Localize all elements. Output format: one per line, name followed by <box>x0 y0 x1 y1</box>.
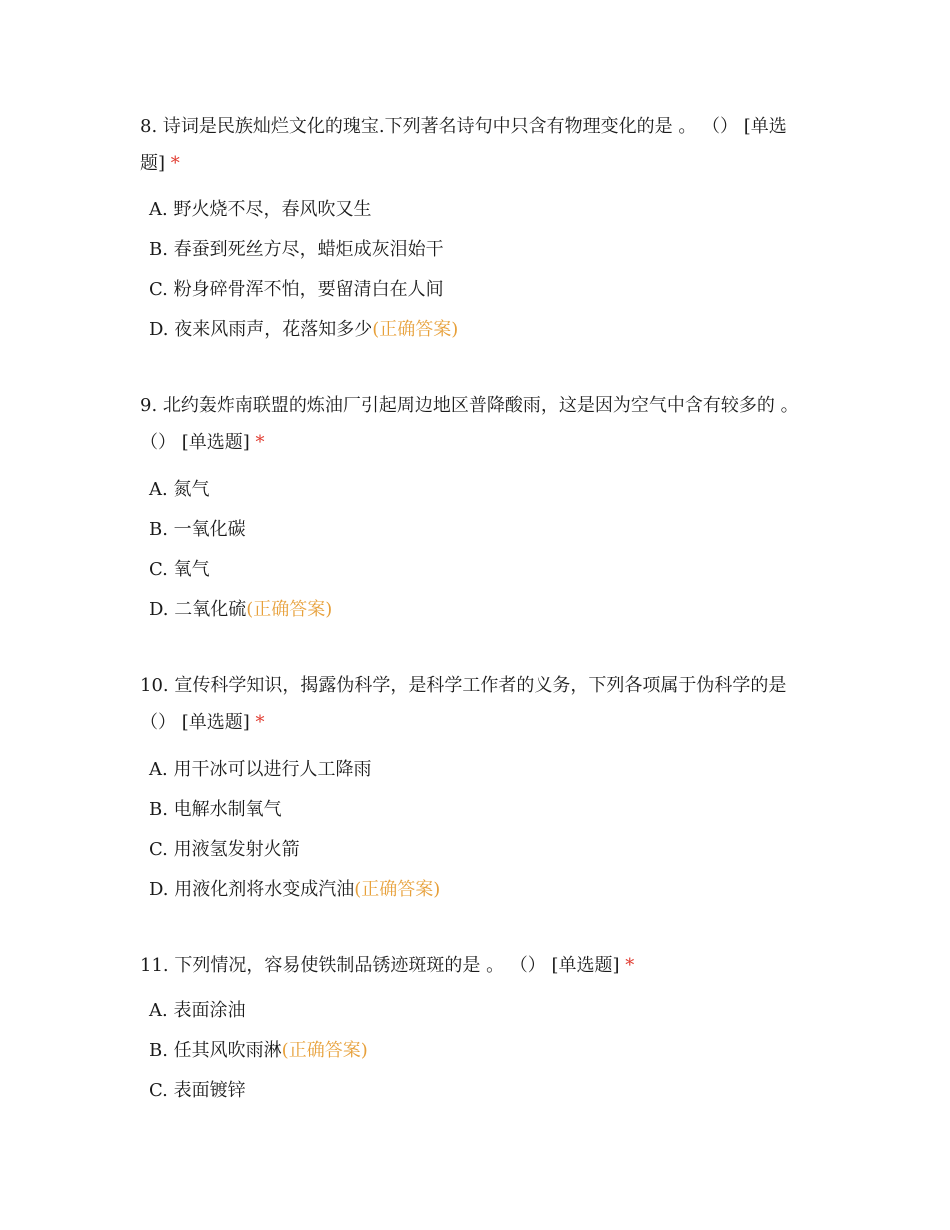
option-text: D. 用液化剂将水变成汽油 <box>149 879 355 900</box>
option-item[interactable] <box>149 830 440 870</box>
option-item[interactable] <box>149 991 368 1031</box>
correct-answer-tag: (正确答案) <box>372 319 459 340</box>
question-text: 10. 宣传科学知识，揭露伪科学，是科学工作者的义务，下列各项属于伪科学的是 （） [单选题] <box>140 675 787 733</box>
option-item[interactable] <box>149 510 332 550</box>
option-text: A. 用干冰可以进行人工降雨 <box>149 759 372 780</box>
option-text: A. 野火烧不尽，春风吹又生 <box>149 199 372 220</box>
option-item[interactable] <box>149 790 440 830</box>
option-text: B. 任其风吹雨淋 <box>149 1040 282 1061</box>
option-item[interactable] <box>149 1071 368 1111</box>
option-text: A. 表面涂油 <box>149 1000 246 1021</box>
question-text: 8. 诗词是民族灿烂文化的瑰宝.下列著名诗句中只含有物理变化的是 。 （） [单选题] <box>140 116 787 174</box>
option-item[interactable] <box>149 270 458 310</box>
option-text: C. 用液氢发射火箭 <box>149 839 300 860</box>
required-mark: * <box>625 955 635 976</box>
option-text: B. 电解水制氧气 <box>149 799 282 820</box>
required-mark: * <box>255 712 265 733</box>
question-text: 11. 下列情况，容易使铁制品锈迹斑斑的是 。 （） [单选题] <box>140 955 620 976</box>
correct-answer-tag: (正确答案) <box>354 879 441 900</box>
option-list <box>149 470 332 630</box>
option-list <box>149 750 440 910</box>
option-text: D. 二氧化硫 <box>149 599 247 620</box>
option-item[interactable] <box>149 190 458 230</box>
option-list <box>149 991 368 1111</box>
option-item[interactable] <box>149 550 332 590</box>
option-text: C. 表面镀锌 <box>149 1080 246 1101</box>
required-mark: * <box>170 153 180 174</box>
question-text: 9. 北约轰炸南联盟的炼油厂引起周边地区普降酸雨，这是因为空气中含有较多的 。 （） [单选题] <box>140 395 799 453</box>
option-list <box>149 190 458 350</box>
question-title <box>140 667 805 741</box>
option-item[interactable] <box>149 870 440 910</box>
correct-answer-tag: (正确答案) <box>246 599 333 620</box>
option-item[interactable] <box>149 1031 368 1071</box>
option-text: C. 粉身碎骨浑不怕，要留清白在人间 <box>149 279 444 300</box>
question-title <box>140 108 805 182</box>
option-item[interactable] <box>149 230 458 270</box>
correct-answer-tag: (正确答案) <box>281 1040 368 1061</box>
option-item[interactable] <box>149 310 458 350</box>
option-text: B. 一氧化碳 <box>149 519 246 540</box>
option-text: B. 春蚕到死丝方尽，蜡炬成灰泪始干 <box>149 239 444 260</box>
option-text: C. 氧气 <box>149 559 210 580</box>
option-text: A. 氮气 <box>149 479 210 500</box>
option-item[interactable] <box>149 590 332 630</box>
option-item[interactable] <box>149 470 332 510</box>
option-item[interactable] <box>149 750 440 790</box>
question-title <box>140 947 805 984</box>
option-text: D. 夜来风雨声，花落知多少 <box>149 319 373 340</box>
question-title <box>140 387 805 461</box>
required-mark: * <box>255 432 265 453</box>
